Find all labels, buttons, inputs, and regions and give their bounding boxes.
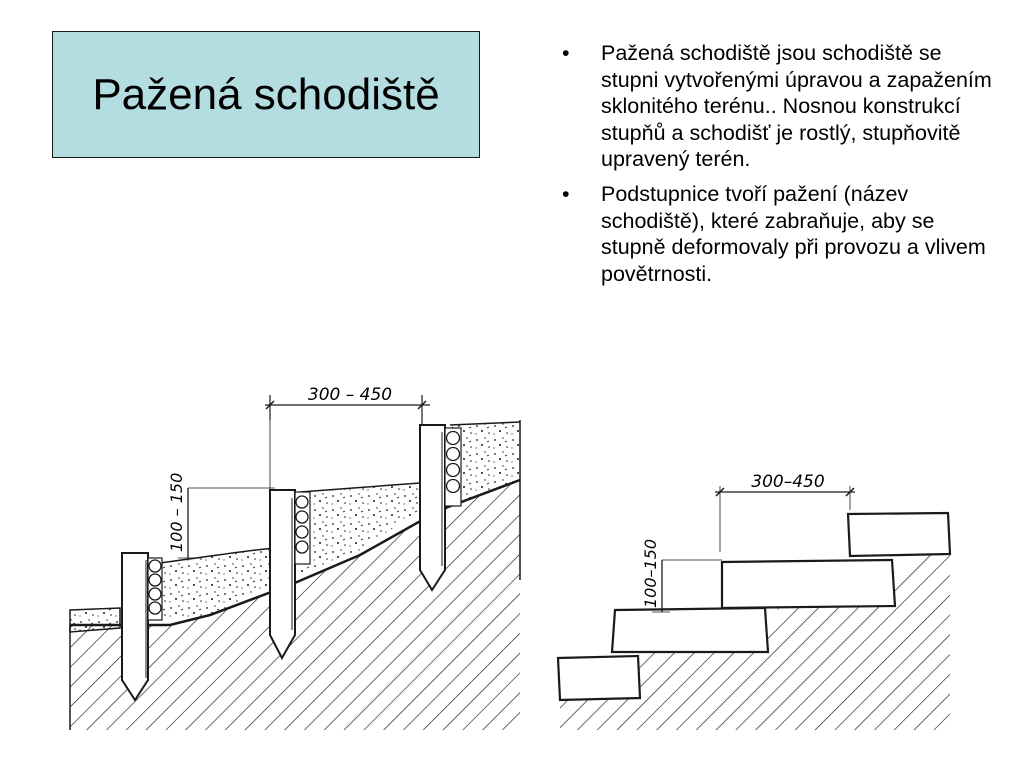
- stone-block: [722, 560, 895, 608]
- slide-title: Pažená schodiště: [92, 69, 440, 119]
- tread-dimension-label: 300 – 450: [307, 385, 393, 405]
- figure-palisade-stairs: [60, 380, 540, 740]
- tread-dimension: [715, 472, 855, 552]
- bullet-text: Podstupnice tvoří pažení (název schodiště), které zabraňuje, aby se stupně deformovaly při provozu a vlivem povětrnosti.: [601, 181, 986, 286]
- stone-block: [848, 513, 950, 556]
- bullet-text: Pažená schodiště jsou schodiště se stupni vytvořenými úpravou a zapažením sklonitého terénu.. Nosnou konstrukcí stupňů a schodišť je rostlý, stupňovitě upravený terén.: [601, 41, 992, 172]
- bullet-marker: •: [562, 181, 570, 206]
- riser-dimension: [641, 539, 722, 612]
- bullet-marker: •: [562, 41, 570, 65]
- gravel-fill: [70, 608, 120, 632]
- riser-dimension-label: 100 – 150: [167, 472, 186, 552]
- title-box: [52, 31, 480, 158]
- bullet-list: [560, 40, 1000, 295]
- bullet-item: [560, 40, 1000, 173]
- stone-block: [612, 608, 768, 652]
- figure-block-stairs: [550, 460, 970, 740]
- stone-block: [558, 656, 640, 700]
- bullet-item: [560, 181, 1000, 287]
- riser-dimension: [167, 473, 275, 558]
- tread-dimension: [265, 385, 430, 490]
- riser-dimension-label: 100–150: [641, 538, 660, 608]
- tread-dimension-label: 300–450: [751, 472, 825, 492]
